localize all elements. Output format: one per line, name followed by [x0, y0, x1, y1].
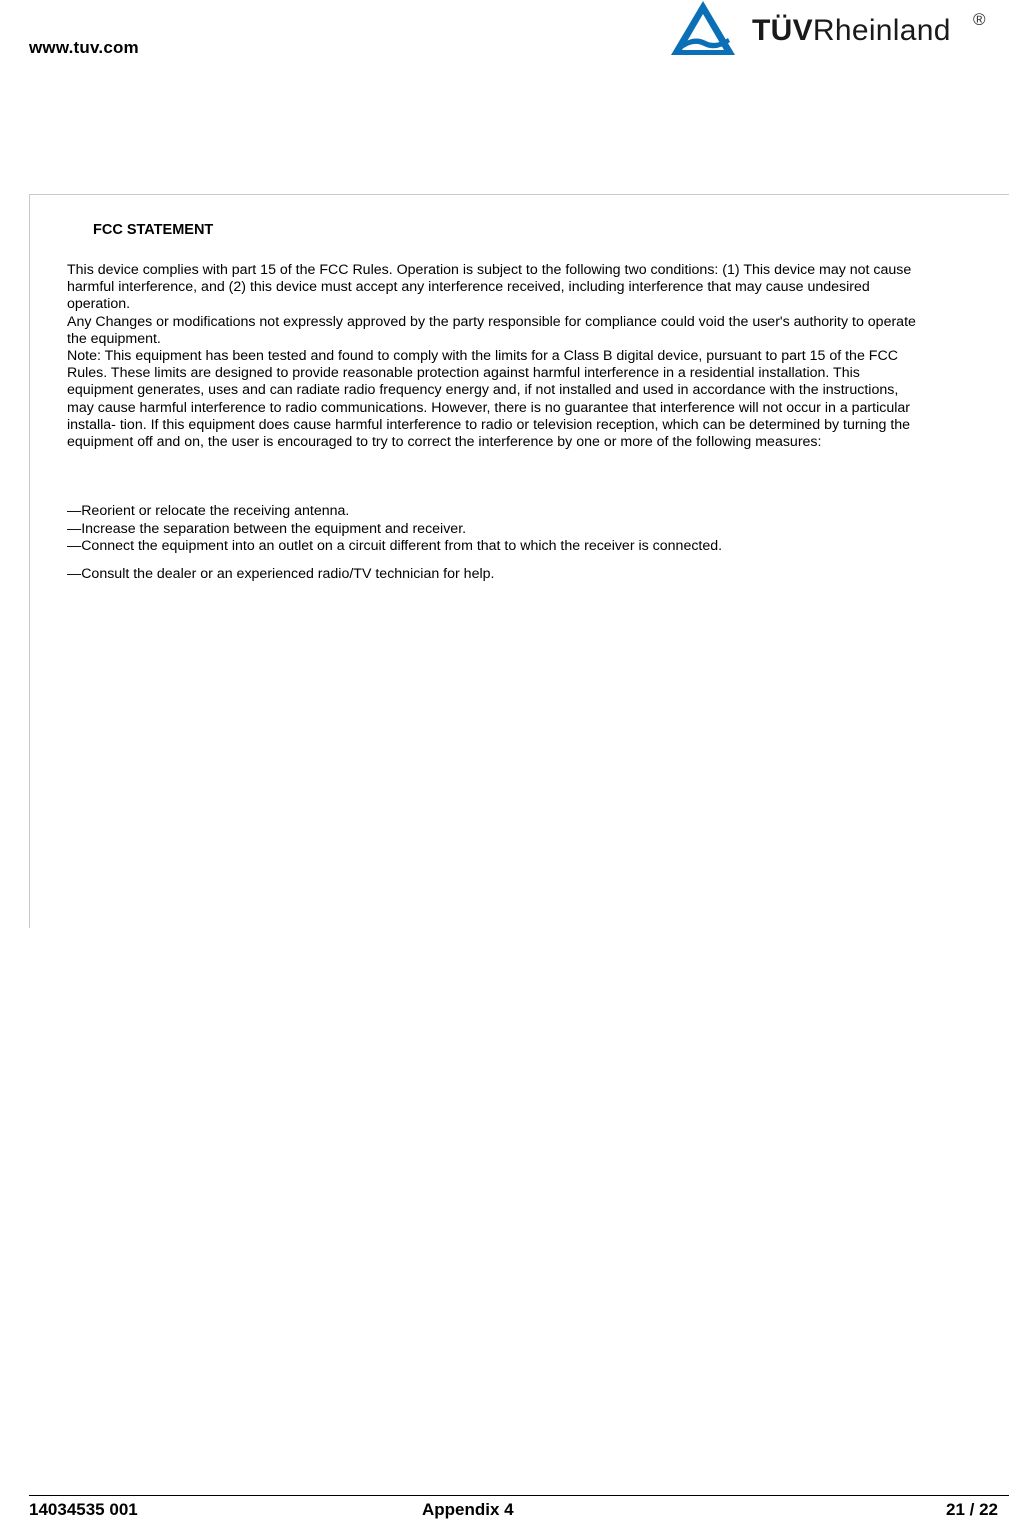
registered-mark: ®	[973, 10, 986, 29]
fcc-body-line: equipment off and on, the user is encouraged to try to correct the interference by one or more of the following measures:	[67, 434, 822, 451]
fcc-body-line: the equipment.	[67, 330, 161, 347]
fcc-body-line: installa- tion. If this equipment does cause harmful interference to radio or television reception, which can be determined by turning the	[67, 416, 911, 433]
footer-rule	[29, 1495, 1009, 1496]
fcc-title: FCC STATEMENT	[93, 222, 214, 238]
fcc-body-line: Any Changes or modifications not expressly approved by the party responsible for compliance could void the user's authority to operate	[67, 313, 916, 330]
fcc-body-line: equipment generates, uses and can radiate radio frequency energy and, if not installed and used in accordance with the instructions,	[67, 382, 899, 399]
fcc-body-line: This device complies with part 15 of the FCC Rules. Operation is subject to the following two conditions: (1) This device may not cause	[67, 262, 912, 278]
footer-appendix: Appendix 4	[422, 1500, 514, 1519]
footer-page-number: 21 / 22	[946, 1500, 998, 1519]
tuv-rheinland-logo	[668, 0, 998, 58]
measure-item: —Connect the equipment into an outlet on a circuit different from that to which the receiver is connected.	[67, 538, 723, 555]
logo-wordmark	[752, 14, 951, 48]
fcc-body	[67, 262, 997, 451]
fcc-body-line: Note: This equipment has been tested and found to comply with the limits for a Class B digital device, pursuant to part 15 of the FCC	[67, 348, 898, 365]
site-url: www.tuv.com	[29, 38, 139, 57]
fcc-body-line: operation.	[67, 296, 131, 313]
measure-item: —Reorient or relocate the receiving antenna.	[67, 503, 350, 519]
measure-item: —Consult the dealer or an experienced radio/TV technician for help.	[67, 565, 495, 582]
footer-report-number: 14034535 001	[29, 1500, 138, 1519]
logo-name-bold: TÜV	[752, 14, 813, 47]
fcc-body-line: may cause harmful interference to radio communications. However, there is no guarantee that interference will not occur in a particular	[67, 399, 910, 416]
fcc-measures-list	[67, 503, 722, 583]
tuv-triangle-logo-icon	[668, 0, 738, 58]
measure-item: —Increase the separation between the equipment and receiver.	[67, 520, 467, 537]
fcc-body-line: Rules. These limits are designed to provide reasonable protection against harmful interference in a residential installation. This	[67, 365, 860, 382]
fcc-body-line: harmful interference, and (2) this device must accept any interference received, including interference that may cause undesired	[67, 279, 870, 296]
logo-name-rest: Rheinland	[812, 14, 951, 47]
